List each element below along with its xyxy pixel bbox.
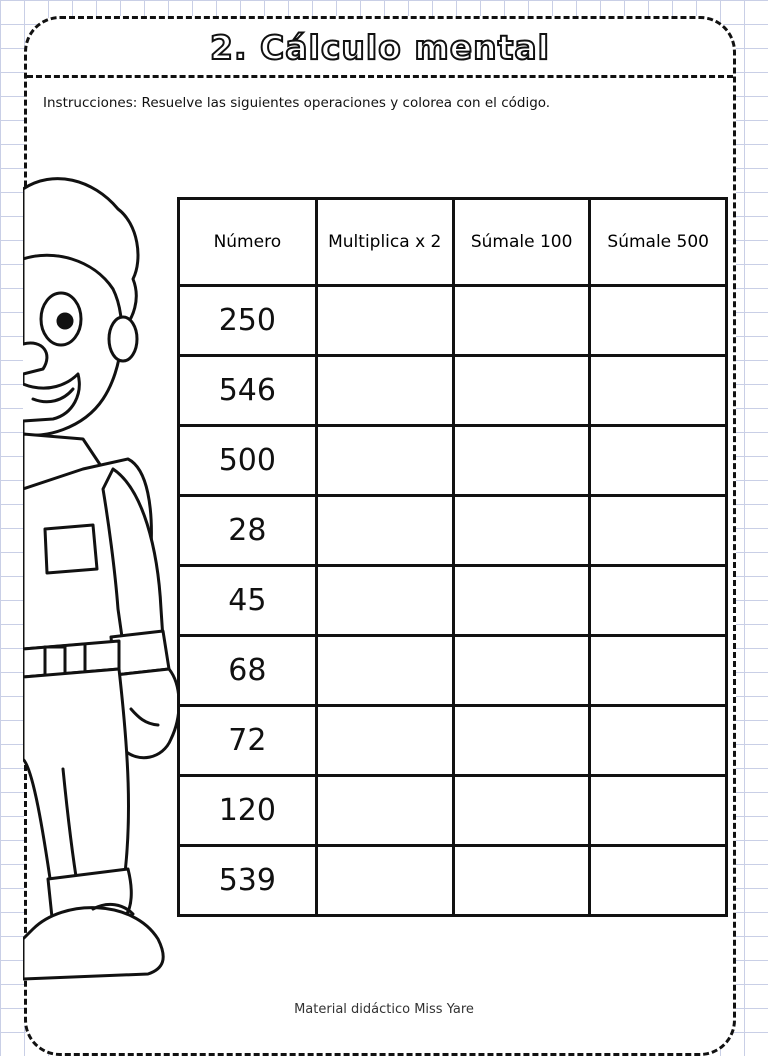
number-cell (179, 356, 317, 426)
number-cell (179, 636, 317, 706)
table-row (179, 706, 727, 776)
answer-cell-sumale-100[interactable] (453, 286, 590, 356)
number-value: 546 (218, 373, 276, 408)
number-value: 45 (228, 583, 267, 618)
answer-cell-sumale-500[interactable] (590, 566, 727, 636)
answer-cell-multiplica[interactable] (316, 706, 453, 776)
footer-credit: Material didáctico Miss Yare (294, 1002, 474, 1017)
answer-cell-multiplica[interactable] (316, 846, 453, 916)
answer-cell-sumale-500[interactable] (590, 496, 727, 566)
table-header-row (179, 199, 727, 286)
number-value: 539 (218, 863, 276, 898)
answer-cell-sumale-100[interactable] (453, 426, 590, 496)
title-bar (27, 19, 733, 78)
number-cell (179, 286, 317, 356)
answer-cell-multiplica[interactable] (316, 566, 453, 636)
number-cell (179, 706, 317, 776)
table-row (179, 496, 727, 566)
answer-cell-sumale-100[interactable] (453, 636, 590, 706)
page-title: 2. Cálculo mental (210, 27, 550, 67)
answer-cell-sumale-100[interactable] (453, 846, 590, 916)
table-row (179, 286, 727, 356)
mental-math-table (177, 197, 728, 917)
header-sumale-100: Súmale 100 (453, 199, 590, 286)
table-row (179, 776, 727, 846)
answer-cell-multiplica[interactable] (316, 496, 453, 566)
answer-cell-sumale-500[interactable] (590, 286, 727, 356)
worksheet (24, 16, 736, 1056)
table-row (179, 566, 727, 636)
answer-cell-sumale-500[interactable] (590, 706, 727, 776)
header-numero: Número (179, 199, 317, 286)
table-row (179, 846, 727, 916)
header-multiplica: Multiplica x 2 (316, 199, 453, 286)
answer-cell-sumale-500[interactable] (590, 776, 727, 846)
table-row (179, 426, 727, 496)
number-cell (179, 496, 317, 566)
answer-cell-sumale-500[interactable] (590, 636, 727, 706)
number-value: 120 (218, 793, 276, 828)
header-sumale-500: Súmale 500 (590, 199, 727, 286)
number-cell (179, 426, 317, 496)
number-value: 500 (218, 443, 276, 478)
answer-cell-sumale-100[interactable] (453, 356, 590, 426)
answer-cell-sumale-100[interactable] (453, 706, 590, 776)
number-cell (179, 776, 317, 846)
number-value: 28 (228, 513, 267, 548)
answer-cell-sumale-100[interactable] (453, 566, 590, 636)
number-cell (179, 566, 317, 636)
table-row (179, 636, 727, 706)
answer-cell-multiplica[interactable] (316, 426, 453, 496)
cartoon-man-illustration (23, 169, 193, 1049)
answer-cell-sumale-100[interactable] (453, 776, 590, 846)
table-row (179, 356, 727, 426)
number-value: 250 (218, 303, 276, 338)
answer-cell-multiplica[interactable] (316, 776, 453, 846)
answer-cell-sumale-100[interactable] (453, 496, 590, 566)
answer-cell-sumale-500[interactable] (590, 356, 727, 426)
answer-cell-multiplica[interactable] (316, 636, 453, 706)
number-cell (179, 846, 317, 916)
answer-cell-multiplica[interactable] (316, 286, 453, 356)
instructions-text: Instrucciones: Resuelve las siguientes operaciones y colorea con el código. (43, 95, 551, 111)
answer-cell-sumale-500[interactable] (590, 426, 727, 496)
answer-cell-multiplica[interactable] (316, 356, 453, 426)
number-value: 72 (228, 723, 267, 758)
answer-cell-sumale-500[interactable] (590, 846, 727, 916)
number-value: 68 (228, 653, 267, 688)
